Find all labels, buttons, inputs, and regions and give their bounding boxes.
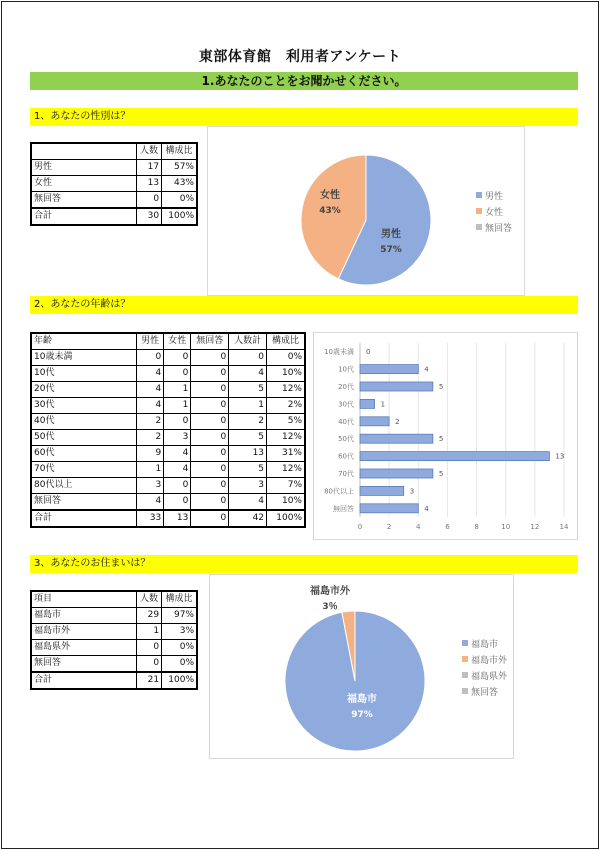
table-row <box>31 608 197 624</box>
table-cell: 17 <box>137 160 162 176</box>
header-cell: 人数計 <box>229 333 267 350</box>
table-cell: 4 <box>164 446 191 462</box>
legend-label: 福島市 <box>471 639 499 650</box>
legend-item <box>462 651 507 667</box>
data-label: 5 <box>438 470 444 478</box>
table-cell: 4 <box>137 398 164 414</box>
x-tick-label: 6 <box>445 523 450 531</box>
legend-swatch <box>462 672 468 678</box>
table-cell: 4 <box>164 462 191 478</box>
q2-heading: 2、あなたの年齢は？ <box>30 296 578 314</box>
residence-legend <box>462 635 507 699</box>
table-cell: 31% <box>267 446 305 462</box>
row-label: 40代 <box>31 414 137 430</box>
data-label: 5 <box>438 383 444 391</box>
category-label: 10歳未満 <box>324 348 354 357</box>
table-cell: 0 <box>191 510 229 527</box>
table-cell: 33 <box>137 510 164 527</box>
row-label: 合計 <box>31 510 137 527</box>
table-cell: 57% <box>162 160 197 176</box>
row-label: 福島県外 <box>31 640 137 656</box>
row-label: 80代以上 <box>31 478 137 494</box>
table-cell: 0 <box>191 366 229 382</box>
table-cell: 0 <box>137 640 162 656</box>
bar <box>360 417 389 426</box>
table-row <box>31 640 197 656</box>
table-cell: 0 <box>191 494 229 511</box>
data-label: 4 <box>424 365 429 374</box>
age-bar-chart <box>313 332 578 540</box>
category-label: 20代 <box>338 383 354 391</box>
header-cell: 女性 <box>164 333 191 350</box>
x-tick-label: 10 <box>501 523 511 531</box>
table-cell: 21 <box>137 672 162 689</box>
table-cell: 100% <box>162 208 197 225</box>
row-label: 30代 <box>31 398 137 414</box>
q1-heading: 1、あなたの性別は？ <box>30 108 578 126</box>
table-row <box>31 478 305 494</box>
row-label: 合計 <box>31 672 137 689</box>
row-label: 無回答 <box>31 656 137 673</box>
table-cell: 4 <box>229 366 267 382</box>
table-cell: 0 <box>191 382 229 398</box>
page-title: 東部体育館 利用者アンケート <box>198 49 402 65</box>
pie-label: 福島市 <box>347 694 377 705</box>
row-label: 10歳未満 <box>31 350 137 366</box>
category-label: 70代 <box>338 470 354 478</box>
category-label: 40代 <box>338 417 354 426</box>
bar <box>360 365 418 374</box>
table-header-row <box>31 143 197 160</box>
table-cell: 2% <box>267 398 305 414</box>
table-cell: 43% <box>162 176 197 192</box>
table-cell: 13 <box>164 510 191 527</box>
residence-table <box>30 590 198 690</box>
bar <box>360 504 418 513</box>
pie-percent-label: 57% <box>380 245 402 255</box>
header-cell: 構成比 <box>267 333 305 350</box>
table-cell: 0% <box>162 656 197 673</box>
data-label: 4 <box>424 504 429 513</box>
table-cell: 2 <box>137 430 164 446</box>
row-label: 60代 <box>31 446 137 462</box>
gender-table <box>30 142 198 226</box>
table-cell: 42 <box>229 510 267 527</box>
table-cell: 0 <box>164 366 191 382</box>
legend-item <box>476 187 512 203</box>
row-label: 無回答 <box>31 192 137 209</box>
table-cell: 0 <box>191 350 229 366</box>
table-cell: 0 <box>191 430 229 446</box>
table-cell: 12% <box>267 382 305 398</box>
table-cell: 4 <box>137 366 164 382</box>
table-cell: 3% <box>162 624 197 640</box>
legend-label: 福島市外 <box>471 655 508 666</box>
data-label: 13 <box>555 452 565 461</box>
row-label: 男性 <box>31 160 137 176</box>
table-cell: 0 <box>191 446 229 462</box>
table-cell: 5% <box>267 414 305 430</box>
age-table <box>30 332 306 528</box>
legend-label: 福島県外 <box>471 671 508 682</box>
table-cell: 4 <box>229 494 267 511</box>
table-cell: 10% <box>267 366 305 382</box>
table-cell: 1 <box>164 398 191 414</box>
table-row <box>31 382 305 398</box>
header-cell: 人数 <box>137 591 162 608</box>
table-row <box>31 430 305 446</box>
table-cell: 0 <box>191 462 229 478</box>
table-cell: 0 <box>137 192 162 209</box>
x-tick-label: 14 <box>559 523 569 531</box>
legend-item <box>462 635 507 651</box>
table-cell: 2 <box>229 414 267 430</box>
legend-swatch <box>462 656 468 662</box>
table-cell: 0% <box>162 640 197 656</box>
row-label: 50代 <box>31 430 137 446</box>
table-cell: 0 <box>164 494 191 511</box>
table-cell: 2 <box>137 414 164 430</box>
table-cell: 0 <box>164 478 191 494</box>
table-cell: 0 <box>229 350 267 366</box>
pie-label: 女性 <box>320 190 340 201</box>
table-cell: 3 <box>137 478 164 494</box>
row-label: 70代 <box>31 462 137 478</box>
bar <box>360 486 404 495</box>
table-cell: 4 <box>137 494 164 511</box>
table-cell: 3 <box>164 430 191 446</box>
table-cell: 5 <box>229 382 267 398</box>
table-row <box>31 624 197 640</box>
table-row <box>31 414 305 430</box>
legend-label: 男性 <box>485 191 504 202</box>
table-cell: 1 <box>137 624 162 640</box>
table-cell: 100% <box>162 672 197 689</box>
table-cell: 12% <box>267 430 305 446</box>
category-label: 60代 <box>338 452 354 461</box>
table-cell: 13 <box>229 446 267 462</box>
data-label: 1 <box>380 400 386 409</box>
x-tick-label: 2 <box>386 523 392 531</box>
legend-item <box>476 219 512 235</box>
category-label: 30代 <box>338 400 354 409</box>
table-cell: 0 <box>191 414 229 430</box>
row-label: 10代 <box>31 366 137 382</box>
table-cell: 29 <box>137 608 162 624</box>
gender-pie-chart <box>207 126 525 296</box>
data-label: 3 <box>409 487 415 496</box>
x-tick-label: 8 <box>474 523 479 531</box>
legend-swatch <box>462 688 468 694</box>
bar <box>360 434 433 443</box>
bar <box>360 382 433 391</box>
row-label: 福島市 <box>31 608 137 624</box>
table-cell: 10% <box>267 494 305 511</box>
pie-label: 男性 <box>381 229 401 240</box>
table-cell: 0 <box>137 350 164 366</box>
section-banner: 1.あなたのことをお聞かせください。 <box>30 72 578 90</box>
bar <box>360 452 549 461</box>
age-bar-svg <box>314 333 577 539</box>
pie-percent-label: 97% <box>351 710 373 720</box>
table-row <box>31 208 197 225</box>
table-row <box>31 446 305 462</box>
residence-pie-chart <box>209 574 514 759</box>
header-cell: 年齢 <box>31 333 137 350</box>
category-label: 10代 <box>338 365 354 374</box>
legend-item <box>462 683 507 699</box>
table-row <box>31 160 197 176</box>
table-cell: 0 <box>164 414 191 430</box>
table-cell: 7% <box>267 478 305 494</box>
legend-label: 無回答 <box>471 687 499 698</box>
table-cell: 1 <box>137 462 164 478</box>
category-label: 無回答 <box>333 504 354 513</box>
header-cell <box>31 143 137 160</box>
table-cell: 0 <box>191 398 229 414</box>
table-header-row <box>31 333 305 350</box>
table-row <box>31 494 305 511</box>
data-label: 5 <box>438 435 444 444</box>
table-cell: 30 <box>137 208 162 225</box>
pie-label: 福島市外 <box>310 586 350 597</box>
legend-swatch <box>462 640 468 646</box>
table-cell: 1 <box>229 398 267 414</box>
table-row <box>31 366 305 382</box>
table-row <box>31 398 305 414</box>
table-cell: 0% <box>267 350 305 366</box>
pie-percent-label: 43% <box>319 206 341 216</box>
pie-percent-label: 3％ <box>322 602 338 612</box>
row-label: 合計 <box>31 208 137 225</box>
legend-swatch <box>476 208 482 214</box>
data-label: 2 <box>395 417 400 426</box>
table-cell: 12% <box>267 462 305 478</box>
table-cell: 9 <box>137 446 164 462</box>
table-cell: 5 <box>229 462 267 478</box>
table-cell: 97% <box>162 608 197 624</box>
table-row <box>31 176 197 192</box>
legend-item <box>462 667 507 683</box>
row-label: 福島市外 <box>31 624 137 640</box>
bar <box>360 469 433 478</box>
legend-item <box>476 203 512 219</box>
header-cell: 人数 <box>137 143 162 160</box>
header-cell: 構成比 <box>162 143 197 160</box>
x-tick-label: 12 <box>530 523 540 531</box>
legend-label: 女性 <box>485 207 504 218</box>
table-cell: 5 <box>229 430 267 446</box>
table-row <box>31 350 305 366</box>
x-tick-label: 0 <box>357 523 363 531</box>
category-label: 80代以上 <box>324 487 354 496</box>
legend-swatch <box>476 192 482 198</box>
table-cell: 100% <box>267 510 305 527</box>
table-row <box>31 656 197 673</box>
table-cell: 0 <box>164 350 191 366</box>
row-label: 女性 <box>31 176 137 192</box>
table-cell: 1 <box>164 382 191 398</box>
header-cell: 無回答 <box>191 333 229 350</box>
row-label: 20代 <box>31 382 137 398</box>
table-row <box>31 462 305 478</box>
row-label: 無回答 <box>31 494 137 511</box>
table-row <box>31 192 197 209</box>
category-label: 50代 <box>338 435 354 444</box>
q3-heading: 3、あなたのお住まいは？ <box>30 555 578 573</box>
x-tick-label: 4 <box>416 523 421 531</box>
table-header-row <box>31 591 197 608</box>
gender-legend <box>476 187 512 235</box>
bar <box>360 399 375 408</box>
table-cell: 4 <box>137 382 164 398</box>
header-cell: 男性 <box>137 333 164 350</box>
header-cell: 構成比 <box>162 591 197 608</box>
table-cell: 0 <box>191 478 229 494</box>
table-row <box>31 510 305 527</box>
header-cell: 項目 <box>31 591 137 608</box>
legend-swatch <box>476 224 482 230</box>
table-cell: 0 <box>137 656 162 673</box>
data-label: 0 <box>366 348 371 357</box>
table-row <box>31 672 197 689</box>
table-cell: 3 <box>229 478 267 494</box>
table-cell: 13 <box>137 176 162 192</box>
legend-label: 無回答 <box>485 223 513 234</box>
table-cell: 0% <box>162 192 197 209</box>
